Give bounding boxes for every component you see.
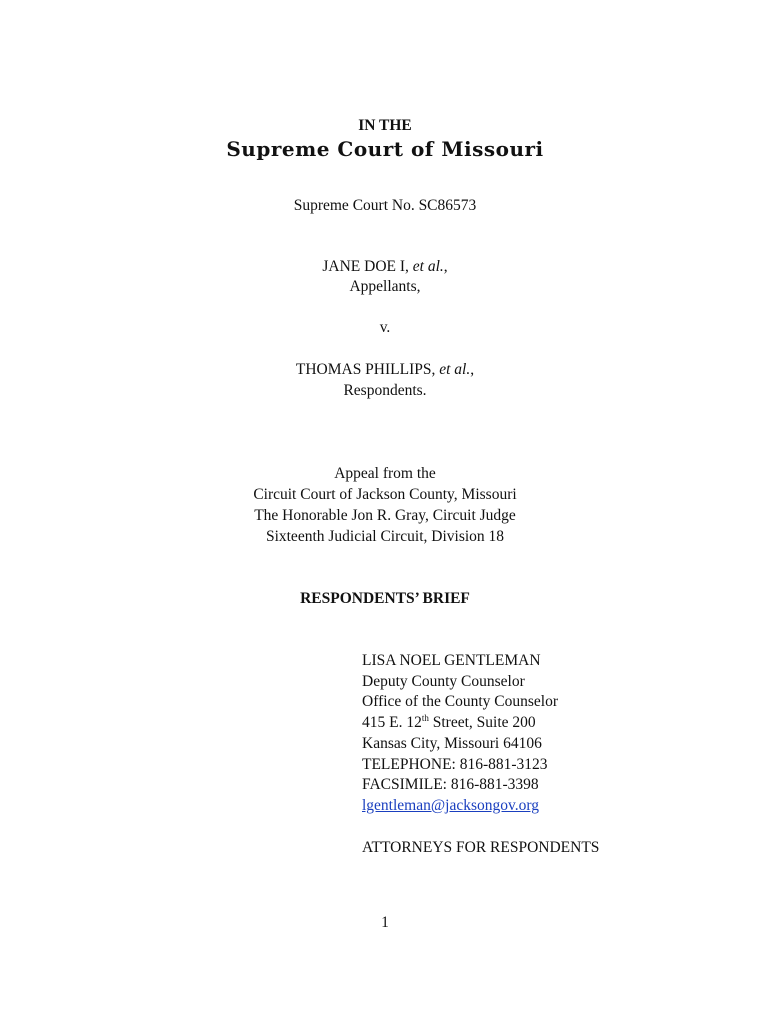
appeal-line-4: Sixteenth Judicial Circuit, Division 18 [265,528,505,545]
counsel-email-link[interactable]: lgentleman@jacksongov.org [362,796,539,814]
counsel-name: LISA NOEL GENTLEMAN [362,652,541,669]
appeal-line-2: Circuit Court of Jackson County, Missouri [253,486,517,503]
respondent-comma: , [470,361,475,378]
respondent-role: Respondents. [343,382,427,399]
counsel-email-row [362,796,558,817]
counsel-city: Kansas City, Missouri 64106 [362,734,542,752]
appellant-comma: , [443,258,448,275]
respondent-etal: et al. [439,361,471,378]
brief-title: RESPONDENTS’ BRIEF [300,590,470,607]
counsel-telephone: TELEPHONE: 816-881-3123 [362,755,548,773]
versus: v. [379,319,391,336]
counsel-facsimile: FACSIMILE: 816-881-3398 [362,776,539,794]
appellant-etal: et al. [412,258,444,275]
page-number: 1 [381,914,389,931]
respondent-line [0,360,770,380]
counsel-office: Office of the County Counselor [362,693,559,711]
address-sup: th [421,712,429,723]
address-suffix: Street, Suite 200 [428,714,536,732]
case-number: Supreme Court No. SC86573 [293,197,477,214]
court-name: Supreme Court of Missouri [226,137,544,161]
appeal-line-3: The Honorable Jon R. Gray, Circuit Judge [254,507,516,524]
counsel-block [362,651,558,817]
respondent-name: THOMAS PHILLIPS, [295,361,440,378]
appeal-line-1: Appeal from the [334,465,436,482]
attorneys-for: ATTORNEYS FOR RESPONDENTS [362,839,600,856]
address-prefix: 415 E. 12 [362,714,422,732]
counsel-title: Deputy County Counselor [362,672,525,690]
appellant-line [0,257,770,277]
appellant-name: JANE DOE I, [322,258,413,275]
counsel-address [362,713,558,734]
appellant-role: Appellants, [349,278,421,295]
in-the-heading: IN THE [358,117,412,134]
